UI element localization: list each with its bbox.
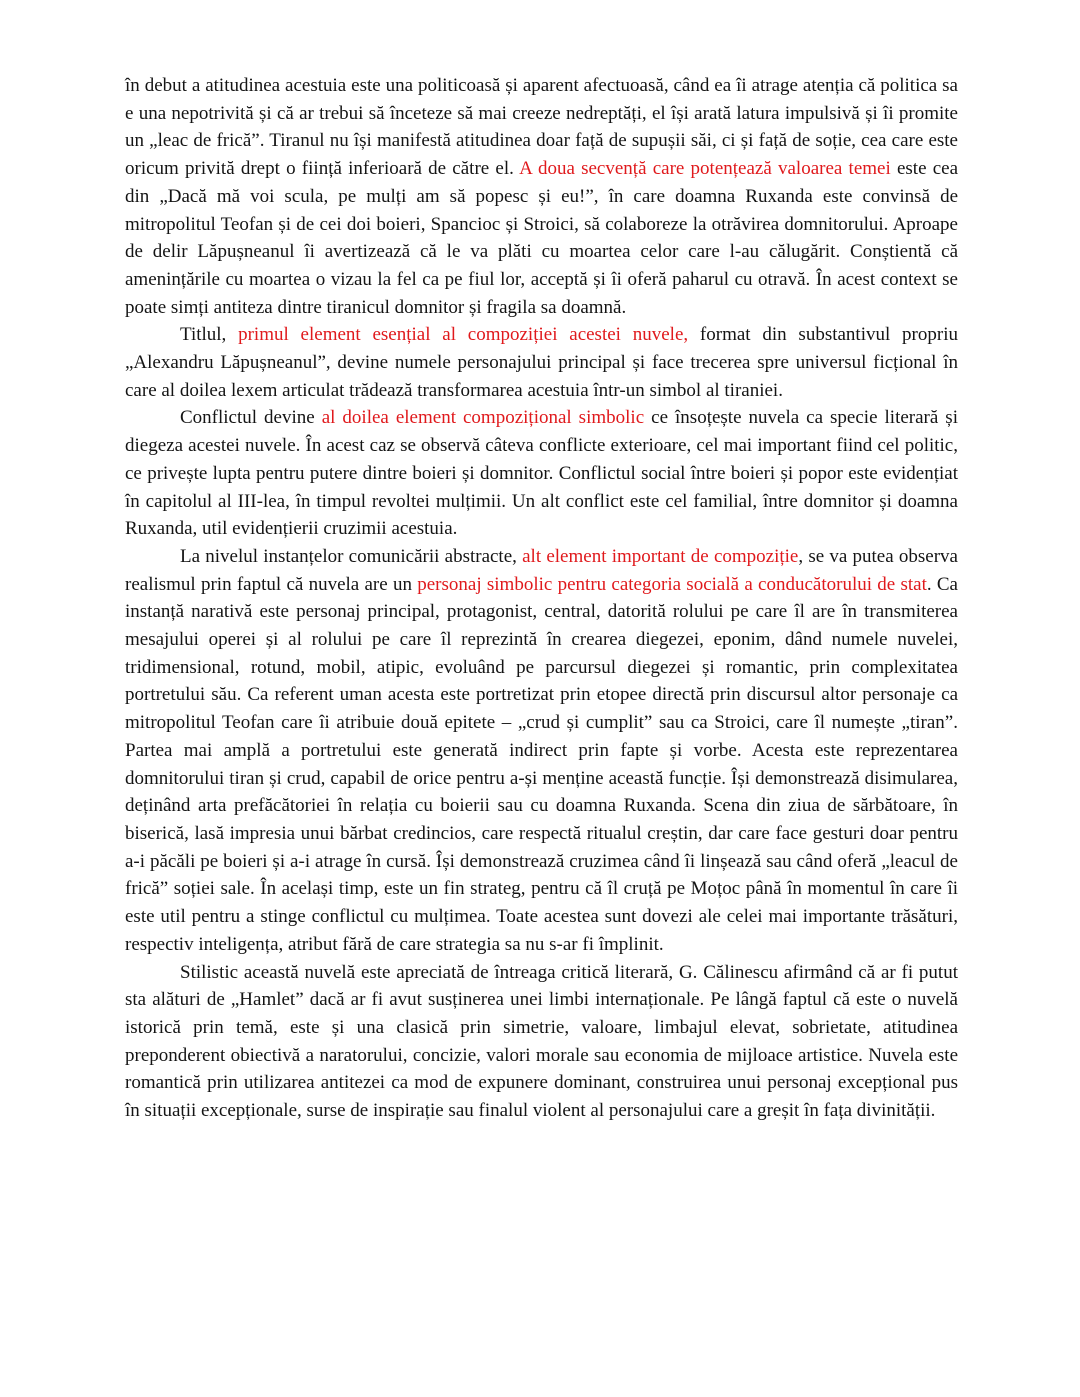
body-text: Stilistic această nuvelă este apreciată de întreaga critică literară, G. Călinescu afirmând că ar fi putut sta alături de „Hamlet” dacă ar fi avut susținerea unei limbi internaționale. Pe lângă faptul că este o nuvelă istorică prin temă, este și una clasică prin simetrie, valoare, limbajul elevat, sobrietate, atitudinea preponderent obiectivă a naratorului, concizie, valori morale sau economia de mijloace artistice. Nuvela este romantică prin utilizarea antitezei ca mod de expunere dominant, construirea unui personaj excepțional pus în situații excepționale, surse de inspirație sau finalul violent al personajului care a greșit în fața divinității. <box>125 961 958 1122</box>
body-text: Titlul, <box>180 324 239 346</box>
body-text: . Ca instanță narativă este personaj principal, protagonist, central, datorită rolului pe care îl are în transmiterea mesajului operei și al rolului pe care îl reprezintă în crearea diegezei, eponim, dând numele nuvelei, tridimensional, rotund, mobil, atipic, evoluând pe parcursul diegezei și romantic, prin complexitatea portretului său. Ca referent uman acesta este portretizat prin etopee directă prin discursul altor personaje ca mitropolitul Teofan care îi atribuie două epitete – „crud și cumplit” sau ca Stroici, care îl numește „tiran”. Partea mai amplă a portretului este generată indirect prin fapte și vorbe. Acesta este reprezentarea domnitorului tiran și crud, capabil de orice pentru a-și menține această funcție. Își demonstrează disimularea, deținând arta prefăcătoriei în relația cu boierii sau cu doamna Ruxanda. Scena din ziua de sărbătoare, în biserică, lasă impresia unui bărbat credincios, care respectă ritualul creștin, dar care face gesturi doar pentru a-i păcăli pe boieri și a-i atrage în cursă. Își demonstrează cruzimea când îi linșează sau când oferă „leacul de frică” soției sale. În același timp, este un fin strateg, pentru că îl cruță pe Moțoc până în momentul în care îi este util pentru a stinge conflictul cu mulțimea. Toate acestea sunt dovezi ale celei mai importante trăsături, respectiv inteligența, atribut fără de care strategia sa nu s-ar fi împlinit. <box>125 573 958 955</box>
highlighted-text: al doilea element compozițional simbolic <box>321 407 645 429</box>
paragraph <box>125 321 958 404</box>
paragraph <box>125 959 958 1125</box>
paragraph <box>125 404 958 543</box>
body-text: în debut a atitudinea acestuia este una politicoasă și aparent afectuoasă, când ea îi atrage atenția că politica sa e una nepotrivită și că ar trebui să înceteze să mai creeze nedreptăți, el își arată latura impulsivă și îi promite un „leac de frică”. Tiranul nu își manifestă atitudinea doar față de supușii săi, ci și față de soție, cea care este oricum privită drept o ființă inferioară de către el. <box>125 75 958 180</box>
body-text: format din substantivul propriu „Alexandru Lăpușneanul”, devine numele personajului principal și face trecerea spre universul ficțional în care al doilea lexem articulat trădează transformarea acestuia într-un simbol al tiraniei. <box>125 324 958 401</box>
highlighted-text: primul element esențial al compoziției acestei nuvele, <box>238 324 689 346</box>
paragraph <box>125 72 958 321</box>
body-text: este cea din „Dacă mă voi scula, pe mulți am să popesc și eu!”, în care doamna Ruxanda este convinsă de mitropolitul Teofan și de cei doi boieri, Spancioc și Stroici, să colaboreze la otrăvirea domnitorului. Aproape de delir Lăpușneanul îi avertizează că le va plăti cu moartea celor care l-au călugărit. Conștientă că amenințările cu moartea o vizau la fel ca pe fiul lor, acceptă și îi oferă paharul cu otravă. În acest context se poate simți antiteza dintre tiranicul domnitor și fragila sa doamnă. <box>125 158 959 318</box>
body-text: Conflictul devine <box>180 407 322 429</box>
document-body <box>125 72 958 1125</box>
body-text: , se va putea observa realismul prin faptul că nuvela are un <box>125 545 958 595</box>
body-text: ce însoțește nuvela ca specie literară și diegeza acestei nuvele. În acest caz se observă câteva conflicte exterioare, cel mai important fiind cel politic, ce privește lupta pentru putere dintre boieri și domnitor. Conflictul social între boieri și popor este evidențiat în capitolul al III-lea, în timpul revoltei mulțimii. Un alt conflict este cel familial, între domnitor și doamna Ruxanda, util evidențierii cruzimii acestuia. <box>125 407 958 540</box>
highlighted-text: alt element important de compoziție <box>522 545 799 567</box>
paragraph <box>125 543 958 959</box>
highlighted-text: personaj simbolic pentru categoria socială a conducătorului de stat <box>417 573 927 595</box>
body-text: La nivelul instanțelor comunicării abstracte, <box>180 545 523 567</box>
highlighted-text: A doua secvență care potențează valoarea temei <box>519 158 891 180</box>
